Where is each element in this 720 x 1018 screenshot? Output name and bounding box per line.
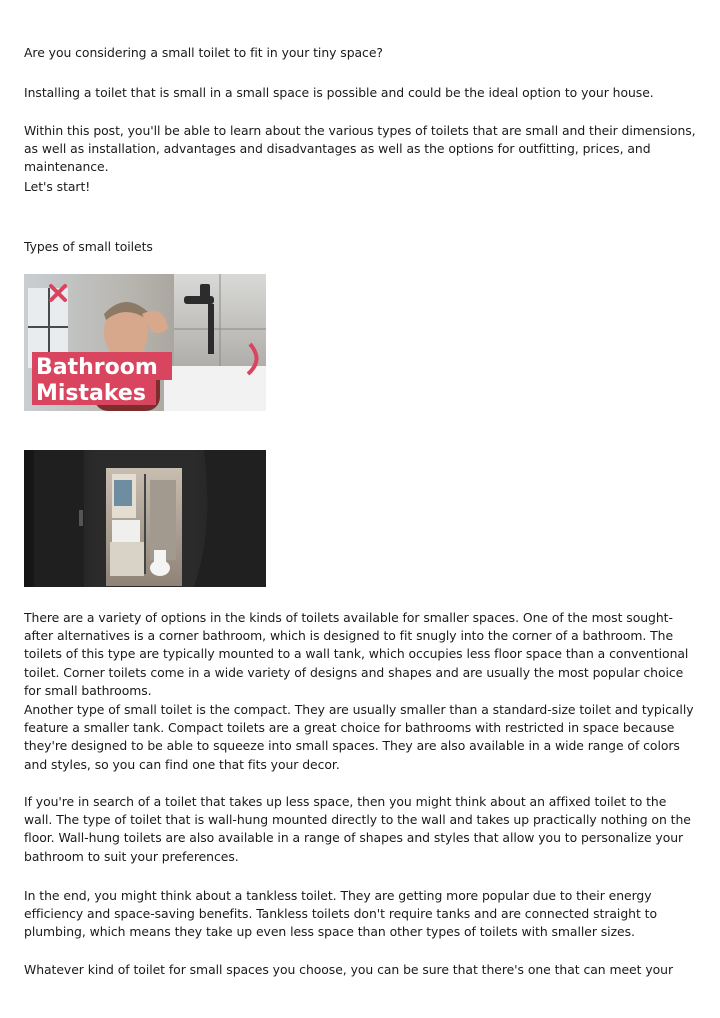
- tankless-toilet-paragraph: In the end, you might think about a tankless toilet. They are getting more popular due to their energy efficiency and space-saving benefits. Tankless toilets don't require tanks and are connected straight to plumbing, which means they take up even less space than other types of toilets with smaller sizes.: [24, 888, 657, 940]
- video-thumbnail-bathroom-mistakes[interactable]: [24, 274, 266, 411]
- bathroom-interior-image: [24, 450, 266, 587]
- lets-start-text: Let's start!: [24, 179, 91, 194]
- caption-line-2: Mistakes: [36, 381, 146, 406]
- caption-line-1: Bathroom: [36, 355, 158, 380]
- corner-toilet-paragraph: There are a variety of options in the kinds of toilets available for smaller spaces. One of the most sought-after alternatives is a corner bathroom, which is designed to fit snugly into the corner of a bathroom. The toilets of this type are typically mounted to a wall tank, which occupies less floor space than a conventional toilet. Corner toilets come in a wide variety of designs and shapes and are usually the most popular choice for small bathrooms.: [24, 610, 689, 698]
- section-heading: Types of small toilets: [24, 239, 153, 254]
- bathroom-mistakes-image: [24, 274, 266, 411]
- intro-paragraph: Installing a toilet that is small in a small space is possible and could be the ideal option to your house.: [24, 85, 654, 100]
- video-thumbnail-bathroom-interior[interactable]: [24, 450, 266, 587]
- wall-hung-toilet-paragraph: If you're in search of a toilet that takes up less space, then you might think about an affixed toilet to the wall. The type of toilet that is wall-hung mounted directly to the wall and takes up practically nothing on the floor. Wall-hung toilets are also available in a range of shapes and styles that allow you to personalize your bathroom to suit your preferences.: [24, 794, 691, 864]
- compact-toilet-paragraph: Another type of small toilet is the compact. They are usually smaller than a standard-size toilet and typically feature a smaller tank. Compact toilets are a great choice for bathrooms with restricted in space because they're designed to be able to squeeze into small spaces. They are also available in a wide range of colors and styles, so you can find one that fits your decor.: [24, 702, 694, 772]
- post-overview-paragraph: Within this post, you'll be able to learn about the various types of toilets that are small and their dimensions, as well as installation, advantages and disadvantages as well as the options for outfitting, prices, and maintenance.: [24, 123, 696, 175]
- closing-paragraph: Whatever kind of toilet for small spaces you choose, you can be sure that there's one that can meet your: [24, 962, 673, 977]
- intro-question: Are you considering a small toilet to fit in your tiny space?: [24, 45, 383, 60]
